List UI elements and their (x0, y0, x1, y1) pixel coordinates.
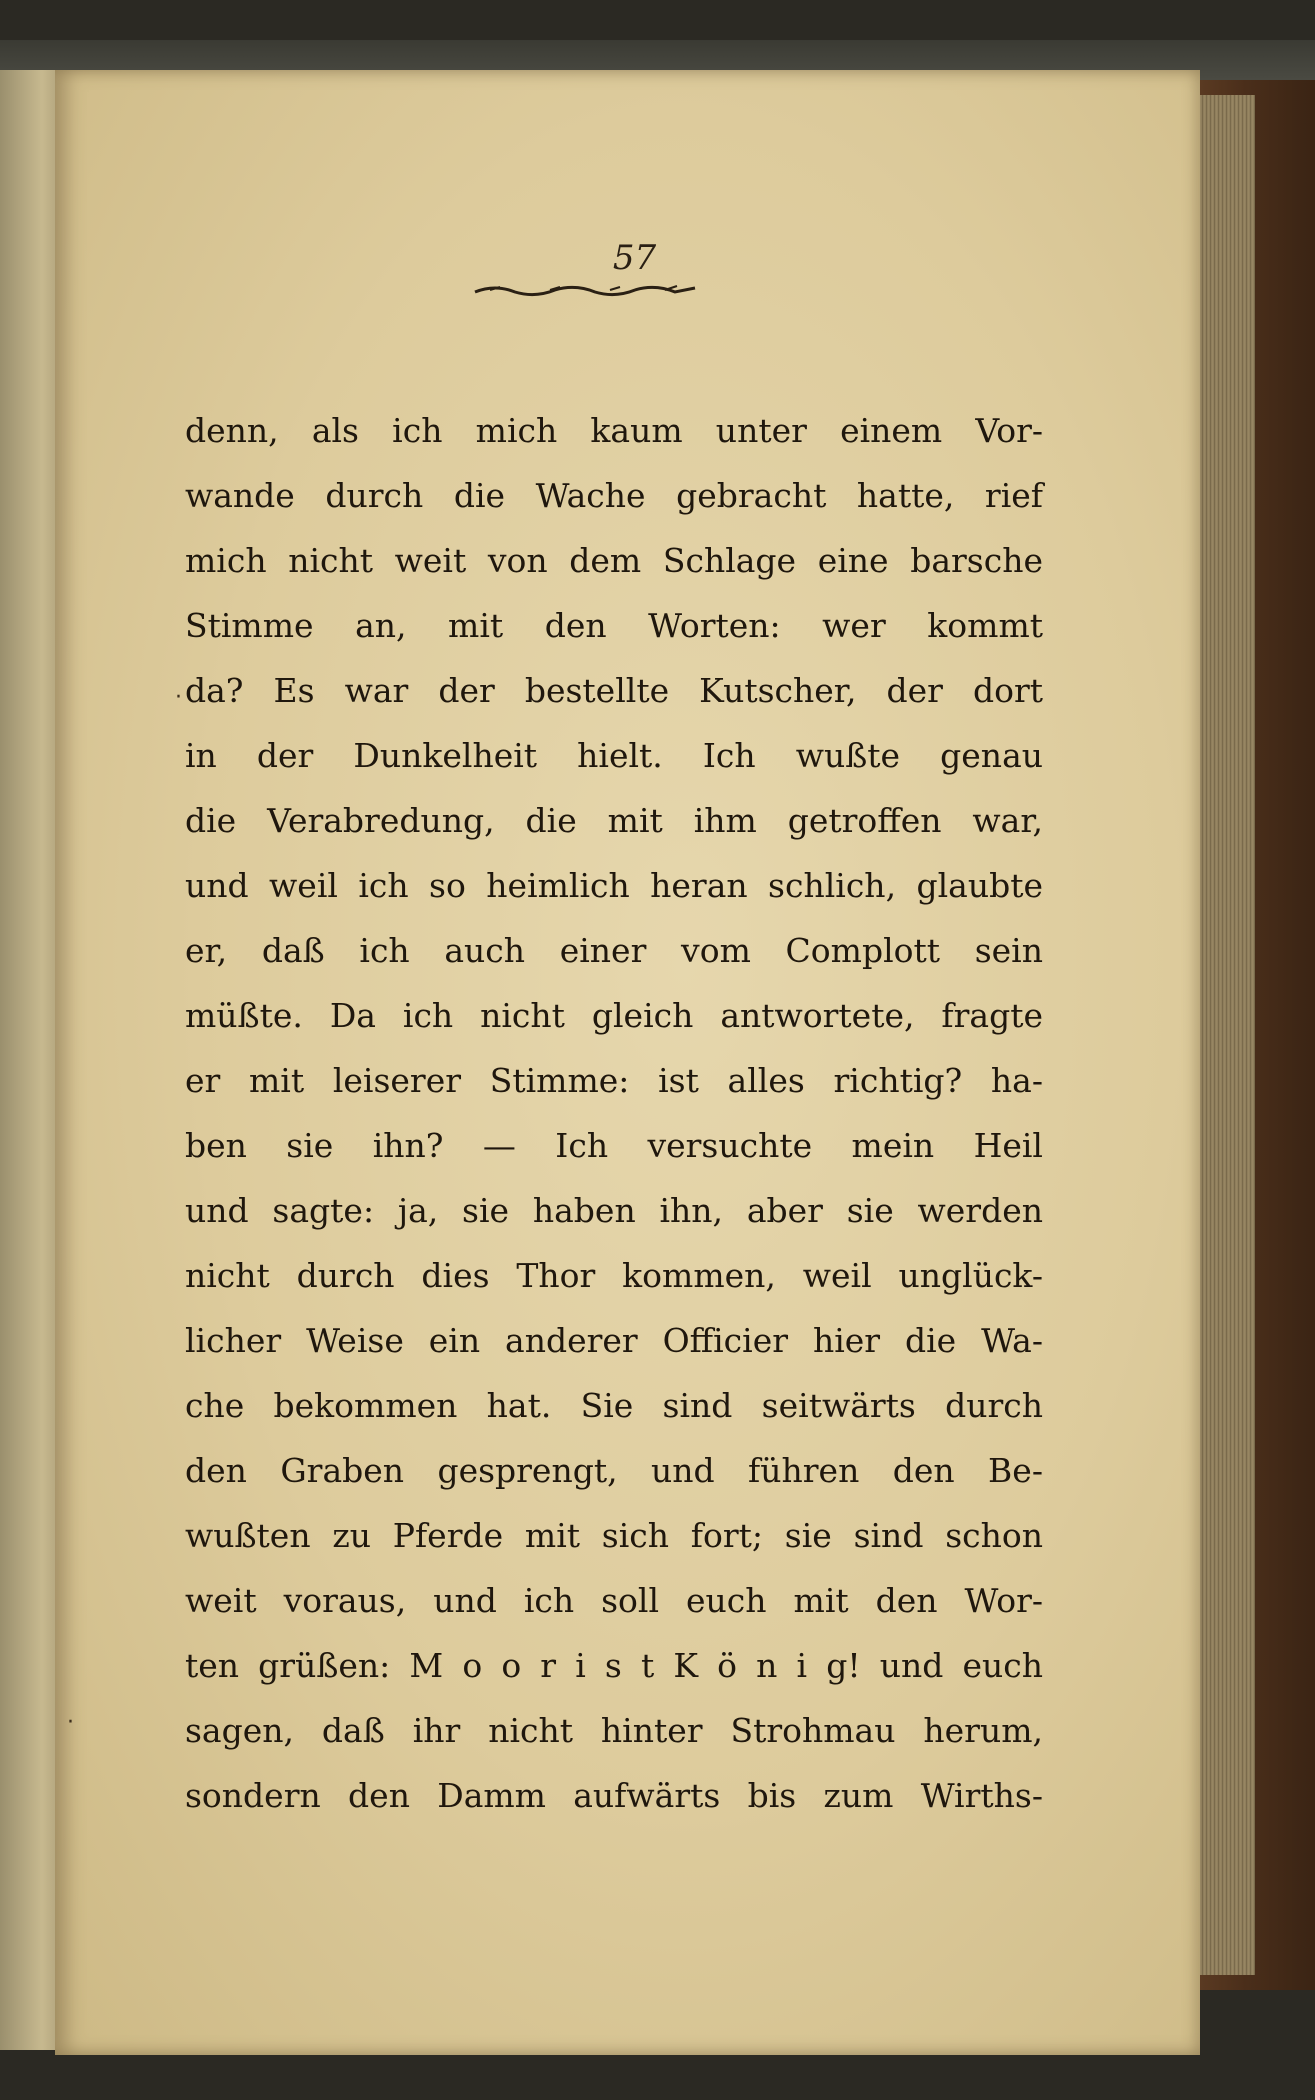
text-line: den Graben gesprengt, und führen den Be- (185, 1451, 1043, 1490)
body-text (185, 398, 1043, 1828)
text-line: licher Weise ein anderer Officier hier die Wa- (185, 1321, 1043, 1360)
text-line: die Verabredung, die mit ihm getroffen war, (185, 801, 1043, 840)
text-line: denn, als ich mich kaum unter einem Vor- (185, 411, 1043, 450)
text-line: da? Es war der bestellte Kutscher, der dort (185, 671, 1043, 710)
text-line: ten grüßen: M o o r i s t K ö n i g! und euch (185, 1646, 1043, 1685)
text-line: ben sie ihn? — Ich versuchte mein Heil (185, 1126, 1043, 1165)
text-line: müßte. Da ich nicht gleich antwortete, fragte (185, 996, 1043, 1035)
text-line: mich nicht weit von dem Schlage eine barsche (185, 541, 1043, 580)
left-page-edge (0, 70, 60, 2050)
text-line: che bekommen hat. Sie sind seitwärts durch (185, 1386, 1043, 1425)
text-line: wußten zu Pferde mit sich fort; sie sind schon (185, 1516, 1043, 1555)
page-number: 57 (612, 238, 657, 278)
text-line: wande durch die Wache gebracht hatte, rief (185, 476, 1043, 515)
text-line: sagen, daß ihr nicht hinter Strohmau herum, (185, 1711, 1043, 1750)
paper-speck: · (67, 1710, 74, 1735)
text-line: er mit leiserer Stimme: ist alles richtig? ha- (185, 1061, 1043, 1100)
ornament-divider (470, 280, 700, 300)
text-line: in der Dunkelheit hielt. Ich wußte genau (185, 736, 1043, 775)
paper-speck: · (175, 685, 182, 710)
page-edges (1195, 95, 1255, 1975)
text-line: sondern den Damm aufwärts bis zum Wirths- (185, 1776, 1043, 1815)
text-line: und sagte: ja, sie haben ihn, aber sie werden (185, 1191, 1043, 1230)
book-page (55, 70, 1200, 2055)
text-line: er, daß ich auch einer vom Complott sein (185, 931, 1043, 970)
text-line: weit voraus, und ich soll euch mit den Wor- (185, 1581, 1043, 1620)
text-line: und weil ich so heimlich heran schlich, glaubte (185, 866, 1043, 905)
text-line: nicht durch dies Thor kommen, weil unglück- (185, 1256, 1043, 1295)
text-line: Stimme an, mit den Worten: wer kommt (185, 606, 1043, 645)
